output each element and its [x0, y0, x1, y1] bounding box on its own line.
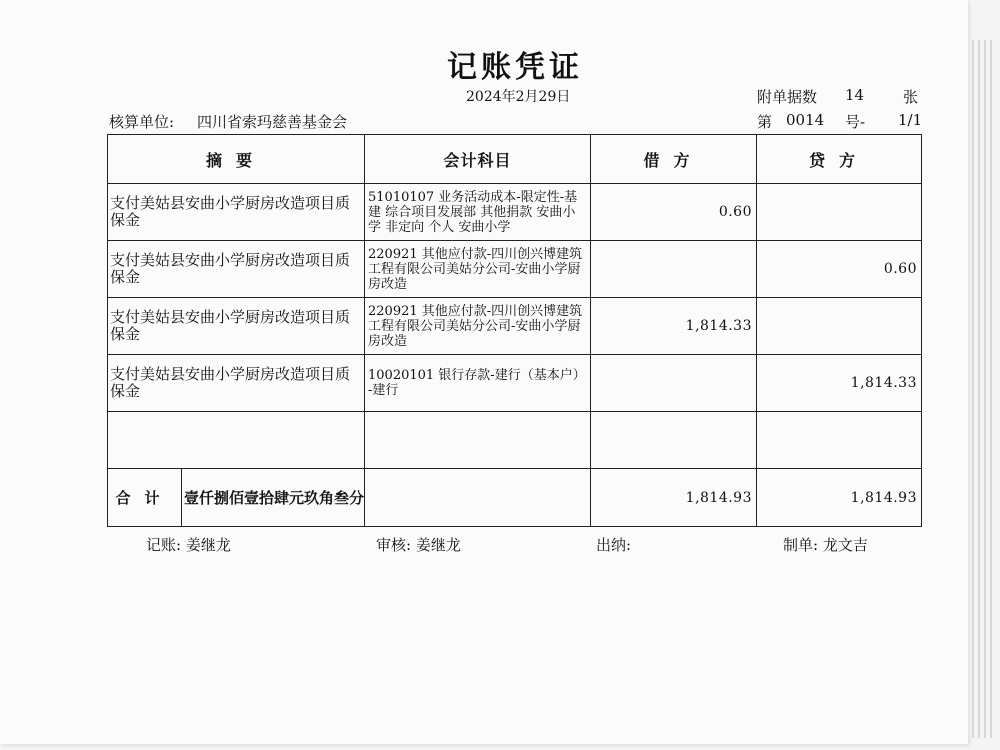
- subject-cell: 220921 其他应付款-四川创兴博建筑工程有限公司美姑分公司-安曲小学厨房改造: [365, 241, 591, 298]
- subject-cell: 51010107 业务活动成本-限定性-基建 综合项目发展部 其他捐款 安曲小学 非定向 个人 安曲小学: [365, 184, 591, 241]
- summary-cell: 支付美姑县安曲小学厨房改造项目质保金: [108, 355, 365, 412]
- debit-cell: 1,814.33: [591, 298, 757, 355]
- debit-cell: [591, 412, 757, 469]
- total-summary-cell: [108, 469, 365, 527]
- table-row: [108, 355, 922, 412]
- table-header-row: [108, 135, 922, 184]
- summary-cell: 支付美姑县安曲小学厨房改造项目质保金: [108, 298, 365, 355]
- debit-cell: 0.60: [591, 184, 757, 241]
- credit-cell: [757, 184, 922, 241]
- voucher-number-prefix: 第: [757, 113, 773, 131]
- total-subject-cell: [365, 469, 591, 527]
- table-row-empty: [108, 412, 922, 469]
- debit-cell: [591, 355, 757, 412]
- bookkeeper-signature: 记账: 姜继龙: [146, 536, 231, 554]
- cashier-signature: 出纳:: [596, 536, 632, 554]
- total-debit-cell: 1,814.93: [591, 469, 757, 527]
- voucher-date: 2024年2月29日: [466, 89, 571, 105]
- attachments-count: 14: [845, 86, 865, 104]
- voucher-title: 记账凭证: [447, 50, 583, 85]
- voucher-number: 0014: [786, 111, 825, 129]
- paper-edge: [990, 40, 992, 738]
- credit-header: 贷方: [757, 135, 922, 184]
- total-credit-cell: 1,814.93: [757, 469, 922, 527]
- voucher-page-count: 1/1: [898, 111, 923, 129]
- paper-edge: [978, 40, 980, 738]
- voucher-number-suffix: 号-: [845, 113, 866, 131]
- table-row: [108, 241, 922, 298]
- subject-header: 会计科目: [365, 135, 591, 184]
- summary-cell: [108, 412, 365, 469]
- attachments-label: 附单据数: [757, 88, 818, 106]
- debit-header: 借方: [591, 135, 757, 184]
- total-label: 合计: [108, 469, 182, 526]
- summary-cell: 支付美姑县安曲小学厨房改造项目质保金: [108, 241, 365, 298]
- voucher-table: [107, 134, 922, 527]
- table-row: [108, 298, 922, 355]
- accounting-unit-name: 四川省索玛慈善基金会: [197, 113, 348, 131]
- subject-cell: [365, 412, 591, 469]
- total-row: [108, 469, 922, 527]
- paper-edge: [984, 40, 986, 738]
- summary-header: 摘要: [108, 135, 365, 184]
- subject-cell: 220921 其他应付款-四川创兴博建筑工程有限公司美姑分公司-安曲小学厨房改造: [365, 298, 591, 355]
- preparer-signature: 制单: 龙文吉: [783, 536, 868, 554]
- credit-cell: [757, 298, 922, 355]
- paper-edge: [972, 40, 974, 738]
- table-row: [108, 184, 922, 241]
- debit-cell: [591, 241, 757, 298]
- total-amount-in-words: 壹仟捌佰壹拾肆元玖角叁分: [183, 489, 364, 507]
- summary-cell: 支付美姑县安曲小学厨房改造项目质保金: [108, 184, 365, 241]
- accounting-unit-label: 核算单位:: [109, 113, 175, 131]
- attachments-unit: 张: [903, 88, 919, 106]
- reviewer-signature: 审核: 姜继龙: [376, 536, 461, 554]
- credit-cell: 0.60: [757, 241, 922, 298]
- credit-cell: [757, 412, 922, 469]
- credit-cell: 1,814.33: [757, 355, 922, 412]
- subject-cell: 10020101 银行存款-建行（基本户）-建行: [365, 355, 591, 412]
